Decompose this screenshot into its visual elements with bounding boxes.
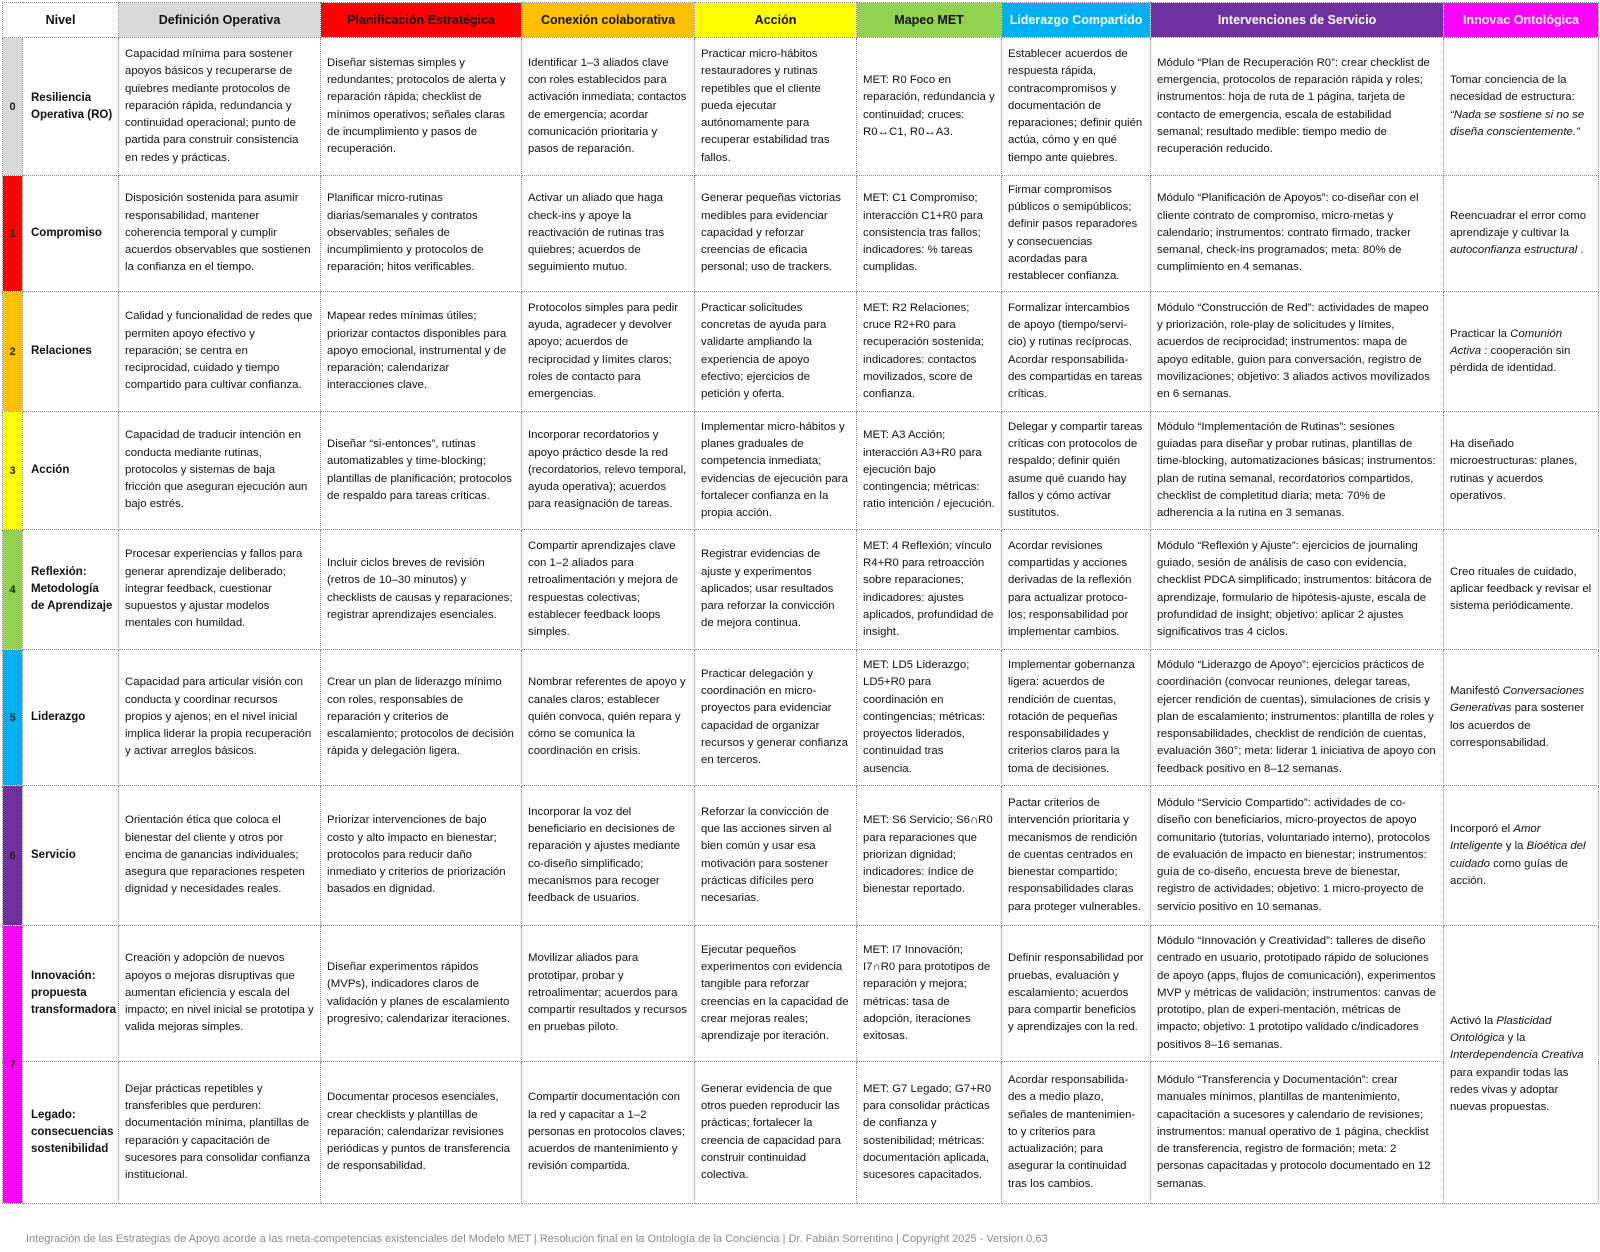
- cell-liderazgo: Definir responsabilidad por pruebas, evaluación y escalamiento; acuerdos para compartir beneficios y aprendizajes con la red.: [1002, 926, 1151, 1062]
- level-name: Compromiso: [23, 176, 119, 292]
- cell-conexion: Incorporar la voz del beneficiario en decisiones de reparación y ajustes mediante co-diseño simplificado; mecanismos para recoger feedback de usuarios.: [522, 786, 695, 926]
- cell-planificacion: Crear un plan de liderazgo mínimo con roles, responsables de reparación y criterios de escalamiento; protocolos de decisión rápida y delegación ligera.: [321, 650, 522, 786]
- cell-definicion: Procesar experiencias y fallos para generar aprendizaje deliberado; integrar feedback, cuestionar supuestos y ajustar modelos mentales con humildad.: [119, 530, 321, 650]
- header-liderazgo: Liderazgo Compartido: [1002, 3, 1151, 38]
- header-accion: Acción: [695, 3, 857, 38]
- cell-definicion: Capacidad mínima para sostener apoyos básicos y recuperarse de quiebres mediante protocolos de reparación rápida, redundancia y continuidad operacional; punto de partida para construir consistencia en redes y prácticas.: [119, 38, 321, 176]
- level-name: Legado: consecuencias sostenibilidad: [23, 1062, 119, 1204]
- cell-innovac: [1444, 38, 1599, 176]
- cell-innovac: [1444, 176, 1599, 292]
- cell-liderazgo: Pactar criterios de intervención prioritaria y mecanismos de rendición de cuentas centrados en bienestar compartido; responsabilidades claras para proteger vulnerables.: [1002, 786, 1151, 926]
- header-planificacion: Planificación Estratégica: [321, 3, 522, 38]
- table-row: [3, 530, 1599, 650]
- level-number: 0: [3, 38, 23, 176]
- cell-planificacion: Diseñar “si-entonces”, rutinas automatizables y time-blocking; plantillas de planificación; protocolos de respaldo para tareas críticas.: [321, 412, 522, 530]
- cell-definicion: Calidad y funcionalidad de redes que permiten apoyo efectivo y reparación; se centra en reciprocidad, cuidado y tiempo compartido para cultivar confianza.: [119, 292, 321, 412]
- table-row: [3, 38, 1599, 176]
- cell-planificacion: Documentar procesos esenciales, crear checklists y plantillas de reparación; calendarizar revisiones periódicas y puntos de transferencia de responsabilidad.: [321, 1062, 522, 1204]
- cell-accion: Reforzar la convicción de que las acciones sirven al bien común y usar esa motivación para sostener prácticas difíciles pero necesarias.: [695, 786, 857, 926]
- innovac-text: Tomar conciencia de la necesidad de estructura:: [1450, 73, 1575, 104]
- cell-intervenciones: Módulo “Plan de Recuperación R0”: crear checklist de emergencia, protocolos de reparación rápida y roles; instrumentos: hoja de ruta de 1 página, tarjeta de contacto de emergencia, escala de estabilidad semanal; resultado medible: tiempo medio de recuperación reducido.: [1151, 38, 1444, 176]
- cell-innovac: [1444, 412, 1599, 530]
- cell-conexion: Movilizar aliados para prototipar, probar y retroalimentar; acuerdos para compartir resultados y recursos en pruebas piloto.: [522, 926, 695, 1062]
- table-row: [3, 412, 1599, 530]
- level-number: 1: [3, 176, 23, 292]
- cell-liderazgo: Implementar gobernanza ligera: acuerdos de rendición de cuentas, rotación de pequeñas responsabilidades y criterios claros para la toma de decisiones.: [1002, 650, 1151, 786]
- cell-mapeo: MET: LD5 Liderazgo; LD5+R0 para coordinación en contingencias; métricas: proyectos liderados, continuidad tras ausencia.: [857, 650, 1002, 786]
- table-row: [3, 1062, 1599, 1204]
- innovac-text: .: [1577, 244, 1584, 257]
- level-number: 7: [3, 926, 23, 1204]
- table-row: [3, 176, 1599, 292]
- level-name: Resiliencia Operativa (RO): [23, 38, 119, 176]
- innovac-text: Incorporó el: [1450, 822, 1514, 835]
- cell-definicion: Orientación ética que coloca el bienestar del cliente y otros por encima de ganancias individuales; asegura que reparaciones respeten dignidad y necesidades reales.: [119, 786, 321, 926]
- cell-accion: Implementar micro-hábitos y planes graduales de competencia inmediata; evidencias de ejecución para fortalecer confianza en la propia acción.: [695, 412, 857, 530]
- cell-intervenciones: Módulo “Transferencia y Documentación”: crear manuales mínimos, plantillas de mantenimiento, capacitación a sucesores y calendario de revisiones; instrumentos: manual operativo de 1 página, checklist de transferencia, registro de formación; meta: 2 personas capacitadas y protocolo documentado en 12 semanas.: [1151, 1062, 1444, 1204]
- table-row: [3, 926, 1599, 1062]
- cell-planificacion: Diseñar experimentos rápidos (MVPs), indicadores claros de validación y planes de escalamiento progresivo; calendarizar iteraciones.: [321, 926, 522, 1062]
- level-name: Relaciones: [23, 292, 119, 412]
- cell-mapeo: MET: I7 Innovación; I7∩R0 para prototipos de reparación y mejora; métricas: tasa de adopción, iteraciones exitosas.: [857, 926, 1002, 1062]
- cell-planificacion: Planificar micro-rutinas diarias/semanales y contratos observables; señales de incumplimiento y protocolos de reparación; hitos verificables.: [321, 176, 522, 292]
- level-number: 4: [3, 530, 23, 650]
- innovac-emphasis: autoconfianza estructural: [1450, 244, 1578, 257]
- level-name: Innovación: propuesta transformadora: [23, 926, 119, 1062]
- strategy-table: [2, 2, 1599, 1204]
- cell-intervenciones: Módulo “Servicio Compartido”: actividades de co-diseño con beneficiarios, micro-proyectos de apoyo comunitario (tutorías, voluntariado interno), protocolos de evaluación de impacto en bienestar; instrumentos: guía de co-diseño, encuesta breve de bienestar, registro de actividades; objetivo: 1 micro-proyecto de servicio positivo en 10 semanas.: [1151, 786, 1444, 926]
- footer-caption: Integración de las Estrategias de Apoyo acorde a las meta-competencias existenciales del Modelo MET | Resolución final en la Ontología de la Conciencia | Dr. Fabián Sorrentino | Copyright 2025 - Version 0,63: [26, 1233, 1048, 1245]
- cell-liderazgo: Establecer acuerdos de respuesta rápida, contracompromisos y documentación de reparaciones; definir quién actúa, cómo y en qué tiempo ante quiebres.: [1002, 38, 1151, 176]
- innovac-text: y la: [1504, 1031, 1526, 1044]
- cell-definicion: Capacidad para articular visión con conducta y coordinar recursos propios y ajenos; en el nivel inicial implica liderar la propia recuperación y activar arreglos básicos.: [119, 650, 321, 786]
- cell-definicion: Disposición sostenida para asumir responsabilidad, mantener coherencia temporal y cumplir acuerdos observables que sostienen la confianza en el tiempo.: [119, 176, 321, 292]
- cell-liderazgo: Delegar y compartir tareas críticas con protocolos de respaldo; definir quién asume qué cuando hay fallos y cómo activar sustitutos.: [1002, 412, 1151, 530]
- innovac-text: Ha diseñado microestructuras: planes, rutinas y acuerdos operativos.: [1450, 437, 1578, 502]
- cell-liderazgo: Acordar responsabilida-des a medio plazo, señales de mantenimien-to y criterios para actualización; para asegurar la continuidad tras los cambios.: [1002, 1062, 1151, 1204]
- cell-innovac: [1444, 530, 1599, 650]
- cell-liderazgo: Acordar revisiones compartidas y acciones derivadas de la reflexión para actualizar protoco-los; responsabilidad por implementar cambios.: [1002, 530, 1151, 650]
- table-row: [3, 786, 1599, 926]
- header-mapeo: Mapeo MET: [857, 3, 1002, 38]
- innovac-emphasis: “Nada se sostiene si no se diseña conscientemente.”: [1450, 108, 1585, 138]
- header-innovac: Innovac Ontológica: [1444, 3, 1599, 38]
- innovac-emphasis: Bioética del cuidado: [1450, 840, 1586, 870]
- cell-conexion: Protocolos simples para pedir ayuda, agradecer y devolver apoyo; acuerdos de reciprocidad y límites claros; roles de contacto para emergencias.: [522, 292, 695, 412]
- header-nivel: Nivel: [3, 3, 119, 38]
- cell-conexion: Activar un aliado que haga check-ins y apoye la reactivación de rutinas tras quiebres; acuerdos de seguimiento mutuo.: [522, 176, 695, 292]
- innovac-emphasis: Interdependencia Creativa: [1450, 1049, 1584, 1062]
- cell-innovac: [1444, 926, 1599, 1204]
- cell-liderazgo: Formalizar intercambios de apoyo (tiempo/servi-cio) y rutinas recíprocas. Acordar responsabilida-des compartidas en tareas críticas.: [1002, 292, 1151, 412]
- cell-conexion: Compartir aprendizajes clave con 1–2 aliados para retroalimentación y mejora de respuestas colectivas; establecer feedback loops simples.: [522, 530, 695, 650]
- cell-mapeo: MET: R2 Relaciones; cruce R2+R0 para recuperación sostenida; indicadores: contactos movilizados, score de confianza.: [857, 292, 1002, 412]
- level-number: 2: [3, 292, 23, 412]
- table-row: [3, 292, 1599, 412]
- cell-accion: Practicar solicitudes concretas de ayuda para validarte ampliando la experiencia de apoyo efectivo; ejercicios de petición y oferta.: [695, 292, 857, 412]
- innovac-emphasis: Amor Inteligente: [1450, 822, 1541, 853]
- cell-accion: Generar pequeñas victorias medibles para evidenciar capacidad y reforzar creencias de eficacia personal; uso de trackers.: [695, 176, 857, 292]
- header-row: [3, 3, 1599, 38]
- level-number: 5: [3, 650, 23, 786]
- cell-definicion: Creación y adopción de nuevos apoyos o mejoras disruptivas que aumentan eficiencia y escala del impacto; en nivel inicial se prototipa y valida mejoras simples.: [119, 926, 321, 1062]
- innovac-emphasis: Plasticidad Ontológica: [1450, 1014, 1552, 1044]
- cell-accion: Generar evidencia de que otros pueden reproducir las prácticas; fortalecer la creencia de capacidad para construir continuidad colectiva.: [695, 1062, 857, 1204]
- cell-planificacion: Incluir ciclos breves de revisión (retros de 10–30 minutos) y checklists de causas y reparaciones; registrar aprendizajes esenciales.: [321, 530, 522, 650]
- cell-accion: Practicar micro-hábitos restauradores y rutinas repetibles que el cliente pueda ejecutar autónomamente para recuperar estabilidad tras fallos.: [695, 38, 857, 176]
- level-name: Servicio: [23, 786, 119, 926]
- cell-innovac: [1444, 292, 1599, 412]
- cell-mapeo: MET: G7 Legado; G7+R0 para consolidar prácticas de confianza y sostenibilidad; métricas: documentación aplicada, sucesores capacitados.: [857, 1062, 1002, 1204]
- level-name: Liderazgo: [23, 650, 119, 786]
- level-number: 6: [3, 786, 23, 926]
- innovac-text: Activó la: [1450, 1014, 1497, 1027]
- cell-conexion: Compartir documentación con la red y capacitar a 1–2 personas en protocolos claves; acuerdos de mantenimiento y revisión compartida.: [522, 1062, 695, 1204]
- cell-conexion: Nombrar referentes de apoyo y canales claros; establecer quién convoca, quién repara y cómo se comunica la coordinación en crisis.: [522, 650, 695, 786]
- cell-accion: Registrar evidencias de ajuste y experimentos aplicados; usar resultados para reforzar la convicción de mejora continua.: [695, 530, 857, 650]
- innovac-emphasis: Conversaciones Generativas: [1450, 684, 1585, 715]
- cell-accion: Ejecutar pequeños experimentos con evidencia tangible para reforzar creencias en la capacidad de crear mejoras reales; aprendizaje por iteración.: [695, 926, 857, 1062]
- innovac-text: como guías de acción.: [1450, 857, 1568, 887]
- cell-innovac: [1444, 650, 1599, 786]
- level-name: Acción: [23, 412, 119, 530]
- cell-intervenciones: Módulo “Liderazgo de Apoyo”: ejercicios prácticos de coordinación (convocar reuniones, delegar tareas, ejercer rendición de cuentas), simulaciones de crisis y plan de escalamiento; instrumentos: plantilla de roles y responsabilidades, checklist de rendición de cuentas, evaluación 360°; meta: liderar 1 iniciativa de apoyo con feedback positivo en 8–12 semanas.: [1151, 650, 1444, 786]
- cell-intervenciones: Módulo “Planificación de Apoyos”: co-diseñar con el cliente contrato de compromiso, micro-metas y calendario; instrumentos: contrato firmado, tracker semanal, check-ins programados; meta: 80% de cumplimiento en 4 semanas.: [1151, 176, 1444, 292]
- header-definicion: Definición Operativa: [119, 3, 321, 38]
- cell-planificacion: Priorizar intervenciones de bajo costo y alto impacto en bienestar; protocolos para reducir daño inmediato y criterios de priorización basados en dignidad.: [321, 786, 522, 926]
- innovac-text: Creo rituales de cuidado, aplicar feedback y revisar el sistema periódicamente.: [1450, 565, 1592, 613]
- level-name: Reflexión: Metodología de Aprendizaje: [23, 530, 119, 650]
- cell-conexion: Incorporar recordatorios y apoyo práctico desde la red (recordatorios, relevo temporal, ayuda operativa); acuerdos para reasignación de tareas.: [522, 412, 695, 530]
- innovac-text: Reencuadrar el error como aprendizaje y cultivar la: [1450, 209, 1587, 239]
- header-intervenciones: Intervenciones de Servicio: [1151, 3, 1444, 38]
- cell-intervenciones: Módulo “Innovación y Creatividad”: talleres de diseño centrado en usuario, prototipado rápido de soluciones de apoyo (apps, flujos de comunicación), experimentos MVP y métricas de validación; instrumentos: canvas de prototipo, plan de experi-mentación, métricas de impacto; objetivo: 1 prototipo validado c/indicadores positivos 8–16 semanas.: [1151, 926, 1444, 1062]
- innovac-text: para sostener los acuerdos de corresponsabilidad.: [1450, 702, 1585, 749]
- cell-innovac: [1444, 786, 1599, 926]
- cell-mapeo: MET: 4 Reflexión; vínculo R4+R0 para retroacción sobre reparaciones; indicadores: ajustes aplicados, profundidad de insight.: [857, 530, 1002, 650]
- cell-intervenciones: Módulo “Implementación de Rutinas”: sesiones guiadas para diseñar y probar rutinas, plantillas de time-blocking, automatizaciones básicas; instrumentos: plan de rutina semanal, recordatorios compartidos, checklist de completitud diaria; meta: 70% de adherencia a la rutina en 3 semanas.: [1151, 412, 1444, 530]
- innovac-text: : cooperación sin pérdida de identidad.: [1450, 344, 1571, 375]
- table-row: [3, 650, 1599, 786]
- header-conexion: Conexión colaborativa: [522, 3, 695, 38]
- cell-mapeo: MET: S6 Servicio; S6∩R0 para reparaciones que priorizan dignidad; indicadores: índice de bienestar reportado.: [857, 786, 1002, 926]
- innovac-text: Manifestó: [1450, 684, 1503, 697]
- cell-accion: Practicar delegación y coordinación en micro-proyectos para evidenciar capacidad de organizar recursos y generar confianza en terceros.: [695, 650, 857, 786]
- cell-definicion: Capacidad de traducir intención en conducta mediante rutinas, protocolos y sistemas de baja fricción que aseguran ejecución aun bajo estrés.: [119, 412, 321, 530]
- cell-liderazgo: Firmar compromisos públicos o semipúblicos; definir pasos reparadores y consecuencias acordadas para restablecer confianza.: [1002, 176, 1151, 292]
- cell-planificacion: Diseñar sistemas simples y redundantes; protocolos de alerta y reparación rápida; checklist de mínimos operativos; señales claras de incumplimiento y pasos de recuperación.: [321, 38, 522, 176]
- innovac-text: para expandir todas las redes vivas y adoptar nuevas propuestas.: [1450, 1066, 1569, 1114]
- level-number: 3: [3, 412, 23, 530]
- cell-mapeo: MET: R0 Foco en reparación, redundancia y continuidad; cruces: R0↔C1, R0↔A3.: [857, 38, 1002, 176]
- cell-mapeo: MET: A3 Acción; interacción A3+R0 para ejecución bajo contingencia; métricas: ratio intención / ejecución.: [857, 412, 1002, 530]
- cell-definicion: Dejar prácticas repetibles y transferibles que perduren: documentación mínima, plantillas de reparación y capacitación de sucesores para consolidar confianza institucional.: [119, 1062, 321, 1204]
- innovac-text: y la: [1502, 840, 1527, 853]
- cell-planificacion: Mapear redes mínimas útiles; priorizar contactos disponibles para apoyo emocional, instrumental y de reparación; calendarizar interacciones clave.: [321, 292, 522, 412]
- innovac-text: Practicar la: [1450, 327, 1511, 340]
- cell-intervenciones: Módulo “Reflexión y Ajuste”: ejercicios de journaling guiado, sesión de análisis de caso con evidencia, checklist PDCA simplificado; instrumentos: bitácora de aprendizaje, formulario de hipótesis-ajuste, escala de profundidad de insight; objetivo: aplicar 2 ajustes significativos tras 4 ciclos.: [1151, 530, 1444, 650]
- cell-conexion: Identificar 1–3 aliados clave con roles establecidos para activación inmediata; contactos de emergencia; acordar comunicación prioritaria y pasos de reparación.: [522, 38, 695, 176]
- cell-mapeo: MET: C1 Compromiso; interacción C1+R0 para consistencia tras fallos; indicadores: % tareas cumplidas.: [857, 176, 1002, 292]
- cell-intervenciones: Módulo “Construcción de Red”: actividades de mapeo y priorización, role-play de solicitudes y límites, acuerdos de reciprocidad; instrumentos: mapa de apoyo editable, guion para conversación, registro de movilizaciones; objetivo: 3 aliados activos movilizados en 6 semanas.: [1151, 292, 1444, 412]
- innovac-emphasis: Comunión Activa: [1450, 327, 1563, 357]
